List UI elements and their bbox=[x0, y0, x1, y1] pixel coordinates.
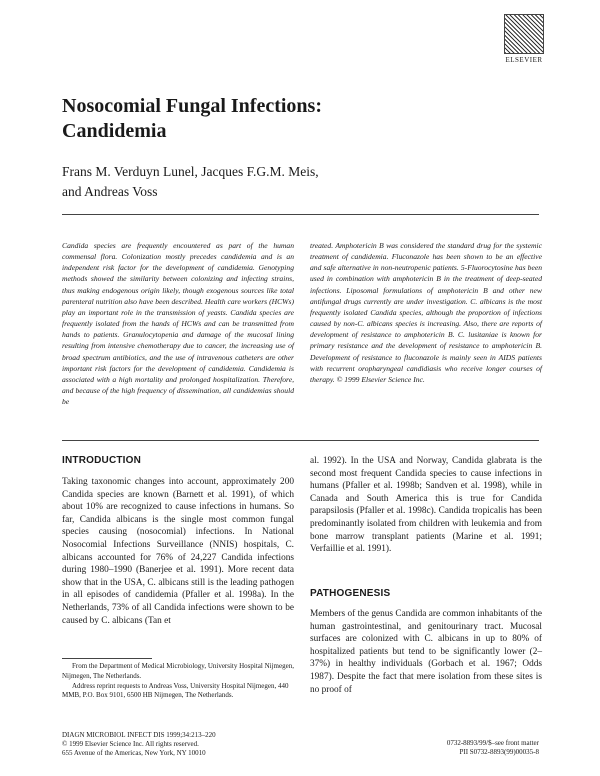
pathogenesis-heading: PATHOGENESIS bbox=[310, 588, 391, 599]
authors-line-1: Frans M. Verduyn Lunel, Jacques F.G.M. Meis, bbox=[62, 164, 319, 179]
issn-line: 0732-8893/99/$–see front matter bbox=[446, 739, 539, 747]
title-line-2: Candidemia bbox=[62, 120, 167, 142]
introduction-continued bbox=[310, 455, 542, 556]
title-line-1: Nosocomial Fungal Infections: bbox=[62, 95, 322, 117]
abstract-right-column bbox=[310, 240, 542, 385]
pathogenesis-body bbox=[310, 608, 542, 696]
publisher-name: ELSEVIER bbox=[505, 56, 543, 64]
introduction-heading: INTRODUCTION bbox=[62, 455, 142, 466]
article-authors bbox=[62, 162, 422, 202]
abstract-text-left: Candida species are frequently encountered as part of the human commensal flora. Colonization mostly precedes candidemia and is an independent risk factor for the development of candidemia. Genotyping methods showed the similarity between colonizing and infecting strains, thus making endogenous origin likely, though exogenous sources like total parenteral nutrition also have been described. Health care workers (HCWs) play an important role in the transmission of yeasts. Candida species are frequently isolated from the hands of HCWs and can be transmitted from hands to patients. Granulocytopenia and damage of the mucosal lining resulting from intensive chemotherapy due to cancer, the increasing use of broad spectrum antibiotics, and the use of intravenous catheters are other important risk factors for the development of candidemia. Candidemia is associated with a high mortality and prolonged hospitalization. Therefore, and because of the high frequency of dissemination, all candidemias should be bbox=[62, 241, 294, 407]
issn-info bbox=[360, 739, 539, 757]
introduction-continued-text: al. 1992). In the USA and Norway, Candida glabrata is the second most frequent Candida species to cause infections in humans (Pfaller et al. 1998b; Sandven et al. 1998), while in Canada and South America this is true for Candida parapsilosis (Pfaller et al. 1998c). Candida tropicalis has been predominantly isolated from children with leukemia and from bone marrow transplant patients (Marine et al. 1991; Verfaillie et al. 1991). bbox=[310, 456, 542, 555]
elsevier-tree-icon bbox=[504, 14, 544, 54]
article-title bbox=[62, 94, 482, 144]
divider-top bbox=[62, 214, 539, 215]
authors-line-2: and Andreas Voss bbox=[62, 184, 158, 199]
journal-copyright: © 1999 Elsevier Science Inc. All rights reserved. bbox=[62, 739, 199, 748]
elsevier-logo bbox=[500, 14, 548, 76]
journal-info bbox=[62, 731, 302, 757]
footnote-divider bbox=[62, 658, 152, 659]
footnotes bbox=[62, 662, 294, 701]
introduction-body bbox=[62, 476, 294, 627]
divider-bottom bbox=[62, 440, 539, 441]
footnote-reprints: Address reprint requests to Andreas Voss, University Hospital Nijmegen, 440 MMB, P.O. Box 9101, 6500 HB Nijmegen, The Netherlands. bbox=[62, 681, 289, 700]
abstract-text-right: treated. Amphotericin B was considered the standard drug for the systemic treatment of candidemia. Fluconazole has been shown to be an effective and safe alternative in non-neutropenic patients. 5-Fluorocytosine has been used in combination with amphotericin B in the treatment of deep-seated infections. Liposomal formulations of amphotericin B and other new antifungal drugs currently are under investigation. C. albicans is the most frequently isolated Candida species, although the proportion of infections caused by non-C. albicans species is increasing. Also, there are reports of development of resistance to amphotericin B. C. lusitaniae is known for primary resistance and the development of resistance to amphotericin B. Development of resistance to fluconazole is mainly seen in AIDS patients with recurrent oropharyngeal candidiasis who receive longer courses of therapy. © 1999 Elsevier Science Inc. bbox=[310, 241, 542, 384]
pathogenesis-text: Members of the genus Candida are common inhabitants of the human gastrointestinal, and genitourinary tract. Mucosal surfaces are colonized with C. albicans in up to 80% of hospitalized patients but tend to be significantly lower (2–37%) in healthy individuals (Gorbach et al. 1967; Odds 1987). Despite the fact that mere isolation from these sites is no proof of bbox=[310, 609, 542, 695]
introduction-text: Taking taxonomic changes into account, approximately 200 Candida species are known (Barnett et al. 1991), of which about 10% are recognized to cause infections in humans. So far, Candida albicans is the single most common fungal species causing (nosocomial) infections. In National Nosocomial Infections Surveillance (NNIS) hospitals, C. albicans accounted for 76% of 24,227 Candida infections during 1980–1990 (Banerjee et al. 1991). More recent data show that in the USA, C. albicans still is the leading pathogen in all episodes of candidemia (Pfaller et al. 1998a). In the Netherlands, 73% of all Candida infections were shown to be caused by C. albicans (Tan et bbox=[62, 477, 294, 626]
publisher-address: 655 Avenue of the Americas, New York, NY 10010 bbox=[62, 748, 206, 757]
journal-citation: DIAGN MICROBIOL INFECT DIS 1999;34:213–220 bbox=[62, 731, 216, 739]
pii-line: PII S0732-8893(99)00035-8 bbox=[459, 747, 539, 756]
abstract-left-column bbox=[62, 240, 294, 407]
footnote-affiliation: From the Department of Medical Microbiology, University Hospital Nijmegen, Nijmegen, The Netherlands. bbox=[62, 662, 294, 680]
